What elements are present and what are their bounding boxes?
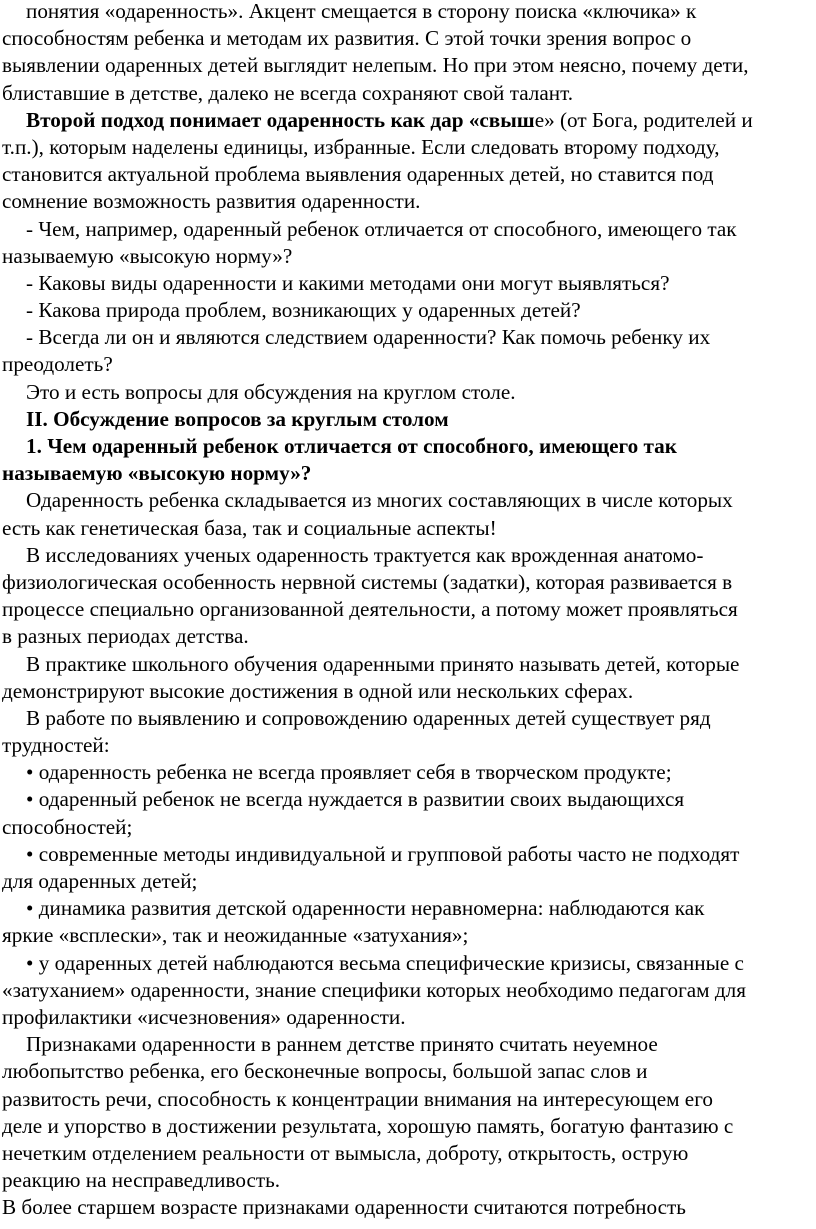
text-line: яркие «всплески», так и неожиданные «затухания»; [2, 923, 469, 948]
text-line: называемую «высокую норму»? [2, 461, 312, 486]
text-line: преодолеть? [2, 352, 113, 377]
regular-run: е» (от Бога, родителей и [534, 107, 753, 132]
text-line: т.п.), которым наделены единицы, избранные. Если следовать второму подходу, [2, 134, 720, 159]
text-line: физиологическая особенность нервной системы (задатки), которая развивается в [2, 569, 733, 594]
text-line: • современные методы индивидуальной и групповой работы часто не подходят [26, 841, 740, 866]
text-line: развитость речи, способность к концентрации внимания на интересующем его [2, 1086, 713, 1111]
text-line: Это и есть вопросы для обсуждения на круглом столе. [26, 379, 516, 404]
text-line: II. Обсуждение вопросов за круглым столом [26, 406, 449, 431]
text-line: для одаренных детей; [2, 869, 198, 893]
text-line: В практике школьного обучения одаренными принято называть детей, которые [26, 651, 740, 676]
text-line: В исследованиях ученых одаренность трактуется как врожденная анатомо- [26, 542, 704, 567]
text-line: профилактики «исчезновения» одаренности. [2, 1004, 406, 1029]
text-line: деле и упорство в достижении результата, хорошую память, богатую фантазию с [2, 1113, 734, 1138]
text-line: - Чем, например, одаренный ребенок отличается от способного, имеющего так [26, 216, 737, 241]
text-line: трудностей: [2, 733, 110, 758]
text-line: способностей; [2, 814, 133, 839]
text-line: любопытство ребенка, его бесконечные вопросы, большой запас слов и [2, 1059, 648, 1084]
text-line: процессе специально организованной деятельности, а потому может проявляться [2, 597, 738, 622]
text-line: 1. Чем одаренный ребенок отличается от способного, имеющего так [26, 434, 677, 458]
text-line: Одаренность ребенка складывается из многих составляющих в числе которых [26, 488, 733, 513]
text-line: • одаренность ребенка не всегда проявляет себя в творческом продукте; [26, 760, 672, 785]
text-line: понятия «одаренность». Акцент смещается в сторону поиска «ключика» к [26, 0, 697, 23]
text-line: «затуханием» одаренности, знание специфики которых необходимо педагогам для [2, 977, 746, 1002]
text-line: в разных периодах детства. [2, 624, 249, 649]
text-line: В более старшем возрасте признаками одаренности считаются потребность [2, 1195, 686, 1220]
text-line: реакцию на несправедливость. [2, 1168, 281, 1193]
text-line: - Какова природа проблем, возникающих у одаренных детей? [26, 298, 581, 323]
text-line: В работе по выявлению и сопровождению одаренных детей существует ряд [26, 705, 711, 730]
text-line: есть как генетическая база, так и социальные аспекты! [2, 515, 497, 540]
bold-run: Второй подход понимает одаренность как дар «свыш [26, 107, 535, 132]
text-line: сомнение возможность развития одаренности. [2, 189, 421, 214]
text-line: способностям ребенка и методам их развития. С этой точки зрения вопрос о [2, 26, 692, 51]
text-line: • одаренный ребенок не всегда нуждается в развитии своих выдающихся [26, 787, 685, 812]
text-line: выявлении одаренных детей выглядит нелепым. Но при этом неясно, почему дети, [2, 53, 749, 78]
text-line [0, 107, 816, 134]
text-line: Признаками одаренности в раннем детстве принято считать неуемное [26, 1032, 658, 1057]
text-line: нечетким отделением реальности от вымысла, доброту, открытость, острую [2, 1140, 689, 1165]
text-line: становится актуальной проблема выявления одаренных детей, но ставится под [2, 162, 714, 187]
text-line: - Каковы виды одаренности и какими методами они могут выявляться? [26, 270, 670, 295]
text-line: • динамика развития детской одаренности неравномерна: наблюдаются как [26, 896, 705, 921]
text-line: называемую «высокую норму»? [2, 243, 293, 268]
text-line: • у одаренных детей наблюдаются весьма специфические кризисы, связанные с [26, 950, 744, 975]
text-line: - Всегда ли он и являются следствием одаренности? Как помочь ребенку их [26, 325, 711, 350]
text-line: блиставшие в детстве, далеко не всегда сохраняют свой талант. [2, 80, 574, 105]
text-line: демонстрируют высокие достижения в одной или нескольких сферах. [2, 678, 634, 703]
